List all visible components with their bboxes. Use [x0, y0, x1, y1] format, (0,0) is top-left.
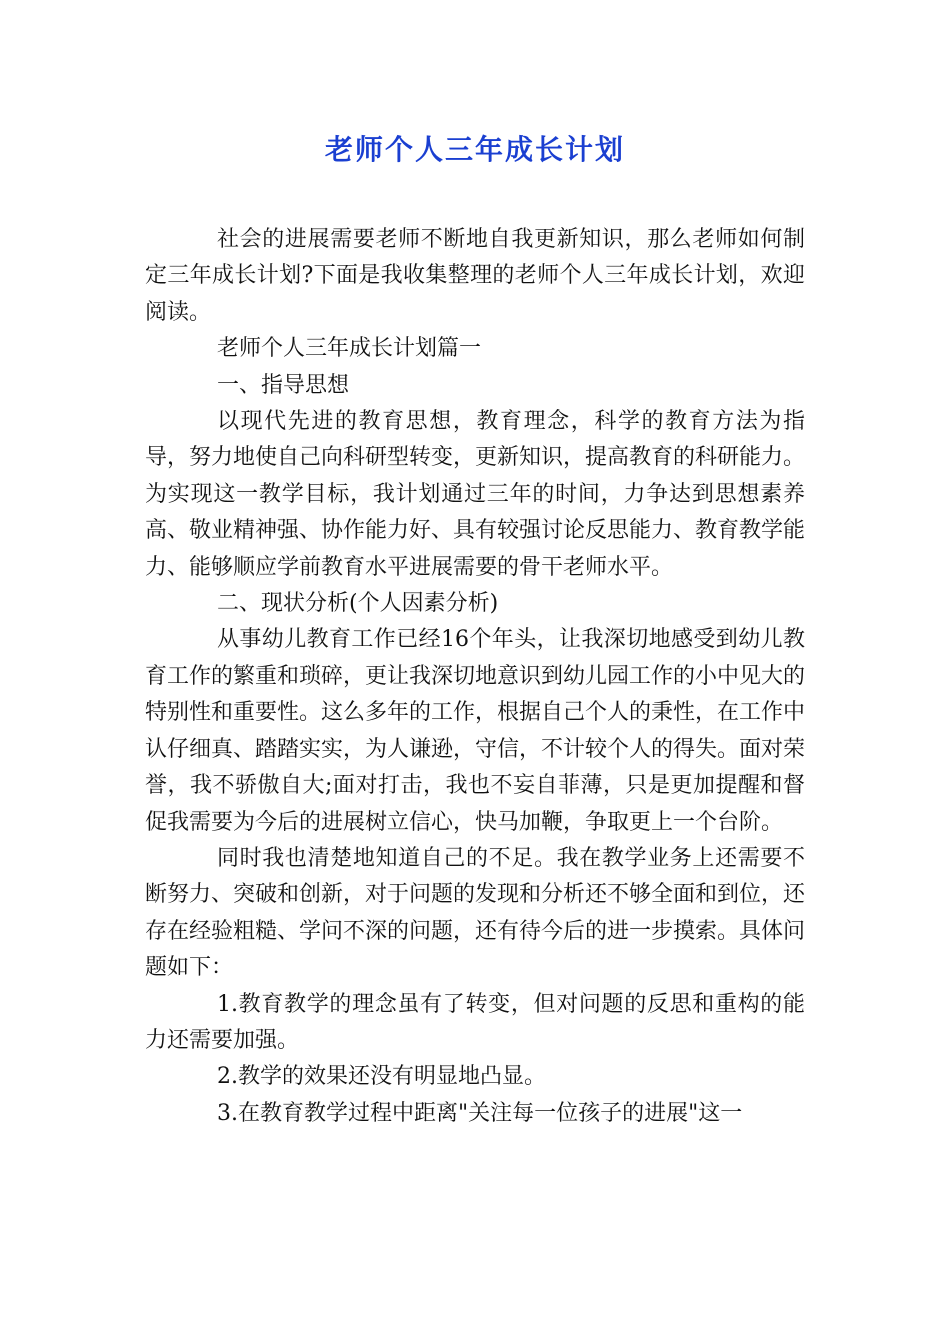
list-item-3: 3.在教育教学过程中距离"关注每一位孩子的进展"这一 — [217, 1100, 743, 1126]
document-title: 老师个人三年成长计划 — [324, 133, 625, 166]
paragraph-intro: 社会的进展需要老师不断地自我更新知识，那么老师如何制定三年成长计划?下面是我收集整理的老师个人三年成长计划，欢迎阅读。 — [145, 227, 805, 325]
list-item-1: 1.教育教学的理念虽有了转变，但对问题的反思和重构的能力还需要加强。 — [145, 991, 805, 1053]
paragraph-guiding-thought: 以现代先进的教育思想，教育理念，科学的教育方法为指导，努力地使自己向科研型转变，更新知识，提高教育的科研能力。为实现这一教学目标，我计划通过三年的时间，力争达到思想素养高、敬业精神强、协作能力好、具有较强讨论反思能力、教育教学能力、能够顺应学前教育水平进展需要的骨干老师水平。 — [145, 409, 806, 580]
document-body — [145, 222, 805, 1132]
heading-status-analysis: 二、现状分析(个人因素分析) — [217, 591, 499, 617]
paragraph-status-analysis: 从事幼儿教育工作已经16个年头，让我深切地感受到幼儿教育工作的繁重和琐碎，更让我深切地意识到幼儿园工作的小中见大的特别性和重要性。这么多年的工作，根据自己个人的秉性，在工作中认仔细真、踏踏实实，为人谦逊，守信，不计较个人的得失。面对荣誉，我不骄傲自大;面对打击，我也不妄自菲薄，只是更加提醒和督促我需要为今后的进展树立信心，快马加鞭，争取更上一个台阶。 — [145, 627, 806, 835]
list-item-2: 2.教学的效果还没有明显地凸显。 — [217, 1064, 546, 1090]
section-heading-plan-1: 老师个人三年成长计划篇一 — [217, 336, 482, 362]
paragraph-shortcomings: 同时我也清楚地知道自己的不足。我在教学业务上还需要不断努力、突破和创新，对于问题的发现和分析还不够全面和到位，还存在经验粗糙、学问不深的问题，还有待今后的进一步摸索。具体问题如下： — [145, 845, 806, 981]
heading-guiding-thought: 一、指导思想 — [217, 372, 350, 398]
